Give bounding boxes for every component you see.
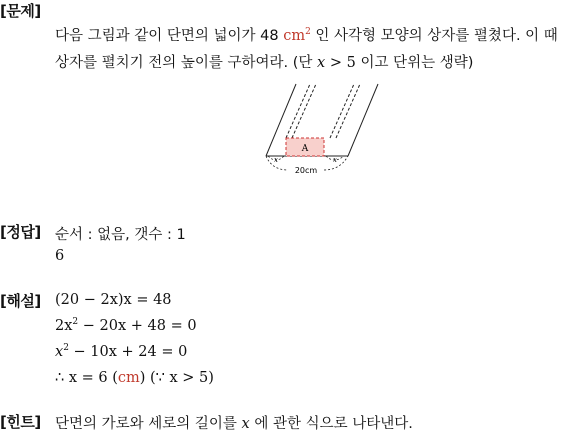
left-fold-1 bbox=[286, 84, 310, 138]
hint-text: 단면의 가로와 세로의 길이를 x 에 관한 식으로 나타낸다. bbox=[55, 416, 413, 432]
equation-1: (20 − 2x)x = 48 bbox=[55, 292, 172, 308]
answer-line-1: 순서 : 없음, 갯수 : 1 bbox=[55, 227, 186, 243]
problem-label: [문제] bbox=[0, 2, 41, 20]
condition-relation: > 5 bbox=[329, 55, 356, 71]
hint-label: [힌트] bbox=[0, 413, 41, 431]
problem-text-2a: 상자를 펼치기 전의 높이를 구하여라. (단 bbox=[55, 55, 313, 71]
left-fold-2 bbox=[292, 84, 316, 138]
right-outer-edge bbox=[348, 84, 378, 156]
box-label: A bbox=[301, 144, 309, 154]
right-x-label: x bbox=[333, 156, 337, 164]
equation-4: ∴ x = 6 (cm) (∵ x > 5) bbox=[55, 370, 214, 386]
equation-2: $2x^2 - 20x + 48 = 0$ bbox=[55, 317, 197, 334]
left-x-label: x bbox=[274, 156, 278, 164]
answer-label: [정답] bbox=[0, 223, 41, 241]
problem-text-1a: 다음 그림과 같이 단면의 넓이가 48 bbox=[55, 28, 279, 44]
width-label: 20cm bbox=[294, 166, 318, 175]
problem-text-1b: 인 사각형 모양의 상자를 펼쳤다. 이 때 bbox=[315, 28, 558, 44]
problem-text-2b: 이고 단위는 생략) bbox=[360, 55, 474, 71]
right-fold-1 bbox=[330, 84, 354, 138]
unit-cm-answer: cm bbox=[117, 370, 140, 386]
explanation-label: [해설] bbox=[0, 292, 41, 310]
condition-variable: x bbox=[317, 55, 326, 71]
answer-value: 6 bbox=[55, 248, 65, 264]
equation-3: $x^2 - 10x + 24 = 0$ bbox=[55, 343, 188, 360]
box-net-figure bbox=[258, 80, 388, 178]
problem-text-line-1 bbox=[55, 24, 558, 45]
unit-cm: $cm^2$ bbox=[283, 27, 311, 44]
right-fold-2 bbox=[336, 84, 360, 138]
problem-text-line-2 bbox=[55, 51, 473, 72]
